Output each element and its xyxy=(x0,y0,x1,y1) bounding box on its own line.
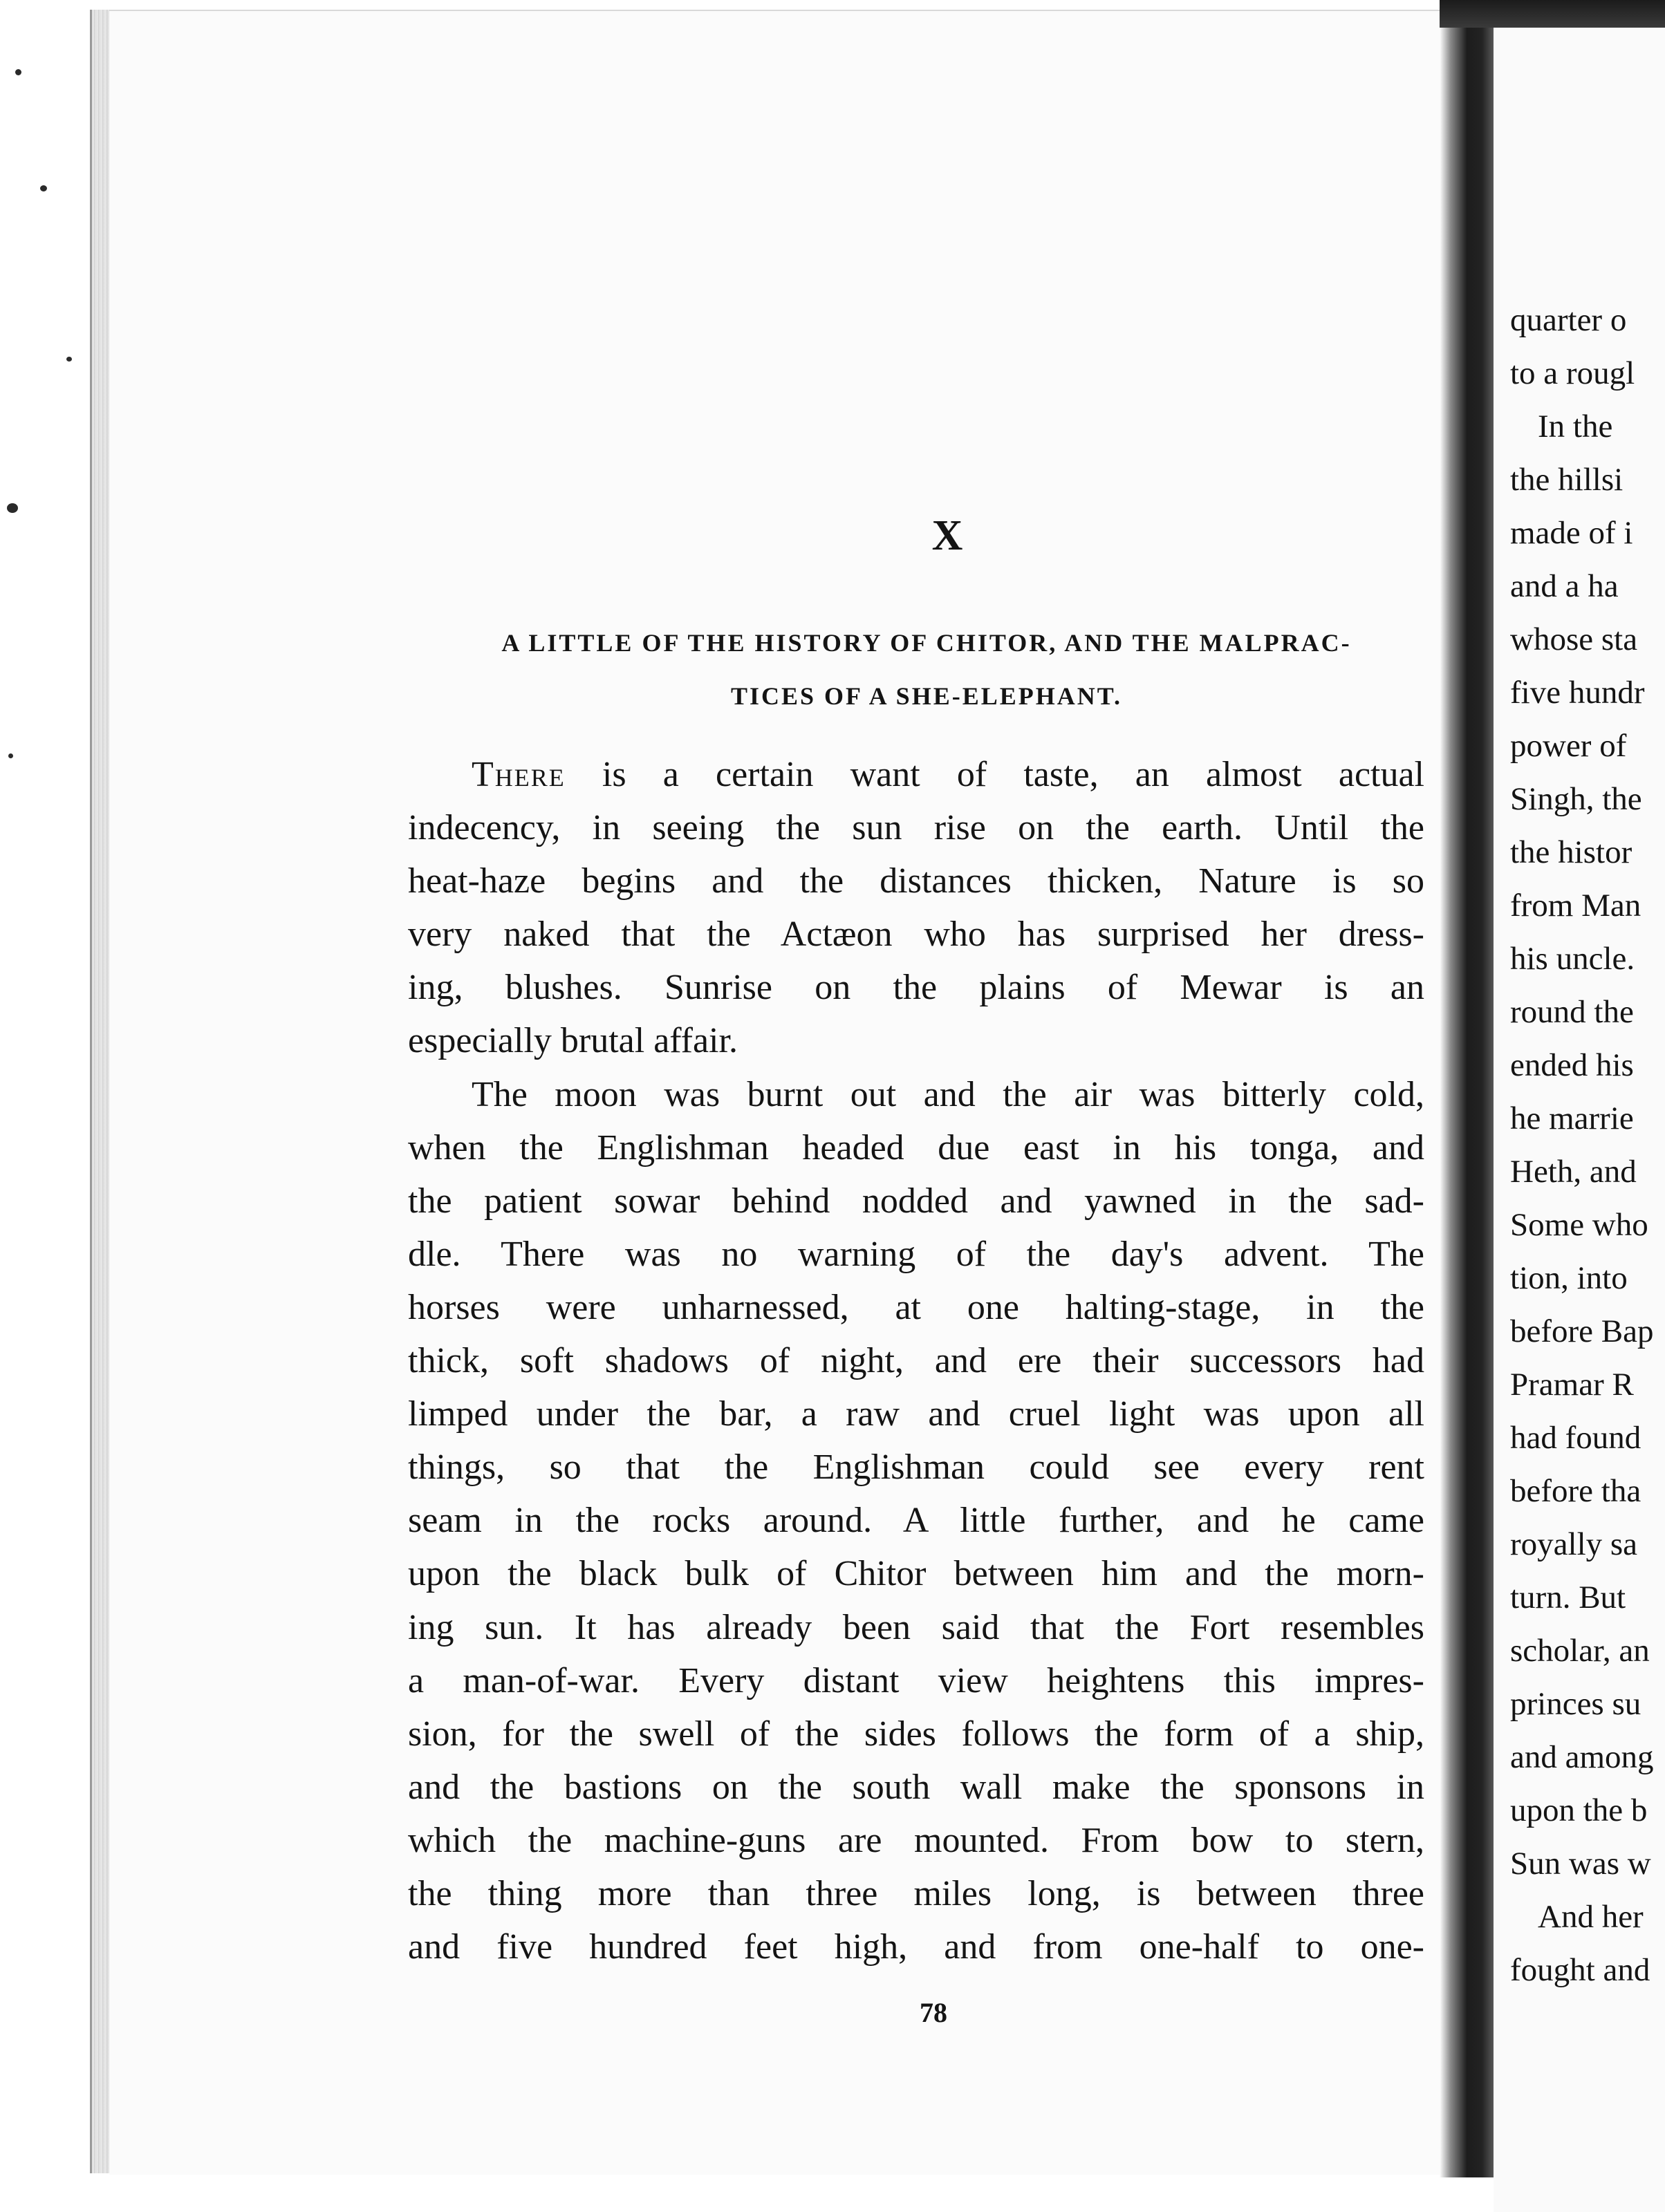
text-line: dle. There was no warning of the day's advent. The xyxy=(408,1234,1424,1274)
scan-margin xyxy=(0,0,90,2212)
facing-page-line: Singh, the xyxy=(1510,781,1642,817)
facing-page-line: turn. But xyxy=(1510,1580,1626,1615)
facing-page-line: In the xyxy=(1538,409,1613,444)
chapter-title-line: TICES OF A SHE-ELEPHANT. xyxy=(730,682,1123,710)
facing-page-line: Heth, and xyxy=(1510,1154,1637,1190)
facing-page-line: round the xyxy=(1510,994,1634,1030)
scan-speck xyxy=(7,503,18,513)
facing-page-line: Pramar R xyxy=(1510,1367,1634,1403)
facing-page-line: power of xyxy=(1510,728,1627,764)
facing-page-line: he marrie xyxy=(1510,1100,1634,1136)
facing-page-line: tion, into xyxy=(1510,1260,1628,1296)
text-line: limped under the bar, a raw and cruel light was upon all xyxy=(408,1394,1424,1434)
text-line: the thing more than three miles long, is between three xyxy=(408,1873,1424,1913)
text-line: The moon was burnt out and the air was bitterly cold, xyxy=(472,1074,1424,1114)
facing-page xyxy=(1494,28,1665,2212)
scan-speck xyxy=(66,357,72,362)
text-line-rest: is a certain want of taste, an almost actual xyxy=(565,755,1424,794)
text-line: seam in the rocks around. A little further, and he came xyxy=(408,1501,1424,1541)
text-line: and five hundred feet high, and from one-half to one- xyxy=(408,1927,1424,1967)
chapter-number: X xyxy=(931,512,963,559)
facing-page-line: and among xyxy=(1510,1739,1654,1775)
scan-speck xyxy=(15,69,21,75)
facing-page-line: the hillsi xyxy=(1510,462,1624,498)
scan-speck xyxy=(8,753,13,758)
facing-page-line: whose sta xyxy=(1510,621,1638,657)
text-line: a man-of-war. Every distant view heightens this impres- xyxy=(408,1660,1424,1700)
facing-page-line: scholar, an xyxy=(1510,1633,1650,1669)
facing-page-line: from Man xyxy=(1510,888,1641,924)
text-line: very naked that the Actæon who has surprised her dress- xyxy=(408,915,1424,955)
text-line: indecency, in seeing the sun rise on the earth. Until the xyxy=(408,808,1424,848)
gutter-top xyxy=(1440,0,1665,28)
facing-page-line: royally sa xyxy=(1510,1526,1638,1562)
facing-page-line: And her xyxy=(1538,1899,1644,1935)
page-number: 78 xyxy=(920,1997,947,2028)
facing-page-line: ended his xyxy=(1510,1047,1634,1083)
text-line: horses were unharnessed, at one halting-stage, in the xyxy=(408,1287,1424,1327)
facing-page-line: had found xyxy=(1510,1420,1641,1456)
chapter-title xyxy=(415,617,1438,723)
text-line: things, so that the Englishman could see every rent xyxy=(408,1447,1424,1488)
facing-page-line: Some who xyxy=(1510,1207,1648,1243)
text-line: and the bastions on the south wall make the sponsons in xyxy=(408,1767,1424,1807)
text-line xyxy=(408,748,1424,801)
facing-page-line: before Bap xyxy=(1510,1313,1654,1349)
facing-page-line: fought and xyxy=(1510,1952,1650,1988)
facing-page-line: five hundr xyxy=(1510,675,1645,711)
facing-page-line: to a rougl xyxy=(1510,355,1635,391)
text-line: the patient sowar behind nodded and yawned in the sad- xyxy=(408,1181,1424,1221)
facing-page-line: quarter o xyxy=(1510,302,1627,338)
facing-page-line: before tha xyxy=(1510,1473,1641,1509)
facing-page-line: princes su xyxy=(1510,1686,1641,1722)
text-line: when the Englishman headed due east in his tonga, and xyxy=(408,1127,1424,1168)
facing-page-line: made of i xyxy=(1510,515,1633,551)
facing-page-line: the histor xyxy=(1510,834,1633,870)
chapter-title-line: A LITTLE OF THE HISTORY OF CHITOR, AND THE MALPRAC- xyxy=(501,629,1352,657)
facing-page-line: Sun was w xyxy=(1510,1846,1651,1882)
facing-page-line: and a ha xyxy=(1510,568,1619,604)
text-line: sion, for the swell of the sides follows the form of a ship, xyxy=(408,1714,1424,1754)
facing-page-line: upon the b xyxy=(1510,1792,1648,1828)
text-line: heat-haze begins and the distances thicken, Nature is so xyxy=(408,861,1424,901)
book-gutter xyxy=(1440,28,1500,2177)
text-line: upon the black bulk of Chitor between him and the morn- xyxy=(408,1554,1424,1594)
text-line: ing sun. It has already been said that the Fort resembles xyxy=(408,1607,1424,1647)
scan-speck xyxy=(40,185,47,191)
text-line: especially brutal affair. xyxy=(408,1021,738,1061)
facing-page-line: his uncle. xyxy=(1510,941,1635,977)
page-edges xyxy=(90,10,111,2173)
body-text xyxy=(408,748,1424,1974)
text-line: which the machine-guns are mounted. From bow to stern, xyxy=(408,1820,1424,1860)
drop-word: There xyxy=(472,755,566,794)
text-line: ing, blushes. Sunrise on the plains of Mewar is an xyxy=(408,968,1424,1008)
text-line: thick, soft shadows of night, and ere their successors had xyxy=(408,1341,1424,1381)
